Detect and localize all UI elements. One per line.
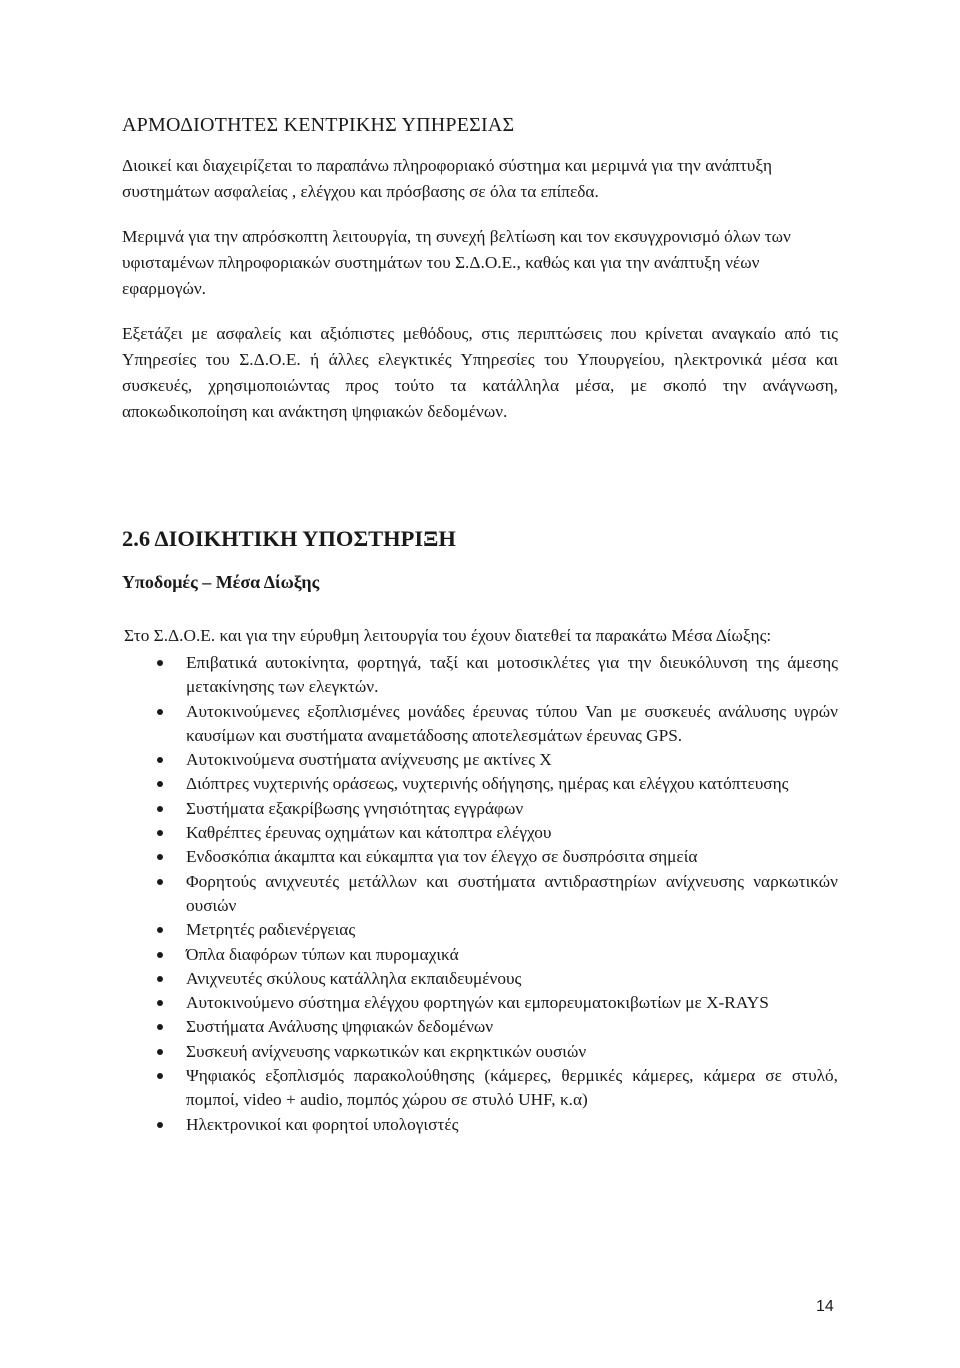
list-item: Όπλα διαφόρων τύπων και πυρομαχικά [122, 943, 838, 967]
list-item: Διόπτρες νυχτερινής οράσεως, νυχτερινής οδήγησης, ημέρας και ελέγχου κατόπτευσης [122, 772, 838, 796]
paragraph: Διοικεί και διαχειρίζεται το παραπάνω πληροφοριακό σύστημα και μεριμνά για την ανάπτυξη συστημάτων ασφαλείας , ελέγχου και πρόσβασης σε όλα τα επίπεδα. [122, 156, 773, 201]
list-item: Καθρέπτες έρευνας οχημάτων και κάτοπτρα ελέγχου [122, 821, 838, 845]
list-item: Επιβατικά αυτοκίνητα, φορτηγά, ταξί και μοτοσικλέτες για την διευκόλυνση της άμεσης μετακίνησης των ελεγκτών. [122, 651, 838, 700]
intro-paragraph: Στο Σ.Δ.Ο.Ε. και για την εύρυθμη λειτουργία του έχουν διατεθεί τα παρακάτω Μέσα Δίωξης: [124, 626, 772, 645]
list-item: Ψηφιακός εξοπλισμός παρακολούθησης (κάμερες, θερμικές κάμερες, κάμερα σε στυλό, πομποί, video + audio, πομπός χώρου σε στυλό UHF, κ.α) [122, 1064, 838, 1113]
paragraph: Μεριμνά για την απρόσκοπτη λειτουργία, τη συνεχή βελτίωση και τον εκσυγχρονισμό όλων των υφισταμένων πληροφοριακών συστημάτων του Σ.Δ.Ο.Ε., καθώς και για την ανάπτυξη νέων εφαρμογών. [122, 227, 791, 298]
list-item: Φορητούς ανιχνευτές μετάλλων και συστήματα αντιδραστηρίων ανίχνευσης ναρκωτικών ουσιών [122, 870, 838, 919]
list-item: Ηλεκτρονικοί και φορητοί υπολογιστές [122, 1113, 838, 1137]
list-item: Συσκευή ανίχνευσης ναρκωτικών και εκρηκτικών ουσιών [122, 1040, 838, 1064]
list-item: Μετρητές ραδιενέργειας [122, 918, 838, 942]
list-item: Συστήματα εξακρίβωσης γνησιότητας εγγράφων [122, 797, 838, 821]
section-title: ΑΡΜΟΔΙΟΤΗΤΕΣ ΚΕΝΤΡΙΚΗΣ ΥΠΗΡΕΣΙΑΣ [122, 114, 515, 136]
list-item: Συστήματα Ανάλυσης ψηφιακών δεδομένων [122, 1015, 838, 1039]
list-item: Αυτοκινούμενα συστήματα ανίχνευσης με ακτίνες X [122, 748, 838, 772]
list-item: Αυτοκινούμενο σύστημα ελέγχου φορτηγών και εμπορευματοκιβωτίων με X-RAYS [122, 991, 838, 1015]
section-heading: 2.6 ΔΙΟΙΚΗΤΙΚΗ ΥΠΟΣΤΗΡΙΞΗ [122, 526, 456, 551]
subsection-heading: Υποδομές – Μέσα Δίωξης [122, 572, 320, 592]
spacer [122, 444, 838, 526]
page-number: 14 [816, 1298, 834, 1315]
list-item: Ενδοσκόπια άκαμπτα και εύκαμπτα για τον έλεγχο σε δυσπρόσιτα σημεία [122, 845, 838, 869]
list-item: Ανιχνευτές σκύλους κατάλληλα εκπαιδευμένους [122, 967, 838, 991]
list-item: Αυτοκινούμενες εξοπλισμένες μονάδες έρευνας τύπου Van με συσκευές ανάλυσης υγρών καυσίμων και συστήματα αναμετάδοσης αποτελεσμάτων έρευνας GPS. [122, 700, 838, 749]
page-content [122, 114, 838, 1137]
paragraph: Εξετάζει με ασφαλείς και αξιόπιστες μεθόδους, στις περιπτώσεις που κρίνεται αναγκαίο από τις Υπηρεσίες του Σ.Δ.Ο.Ε. ή άλλες ελεγκτικές Υπηρεσίες του Υπουργείου, ηλεκτρονικά μέσα και συσκευές, χρησιμοποιώντας προς τούτο τα κατάλληλα μέσα, με σκοπό την ανάγνωση, αποκωδικοποίηση και ανάκτηση ψηφιακών δεδομένων. [122, 324, 838, 421]
bullet-list [122, 651, 838, 1137]
